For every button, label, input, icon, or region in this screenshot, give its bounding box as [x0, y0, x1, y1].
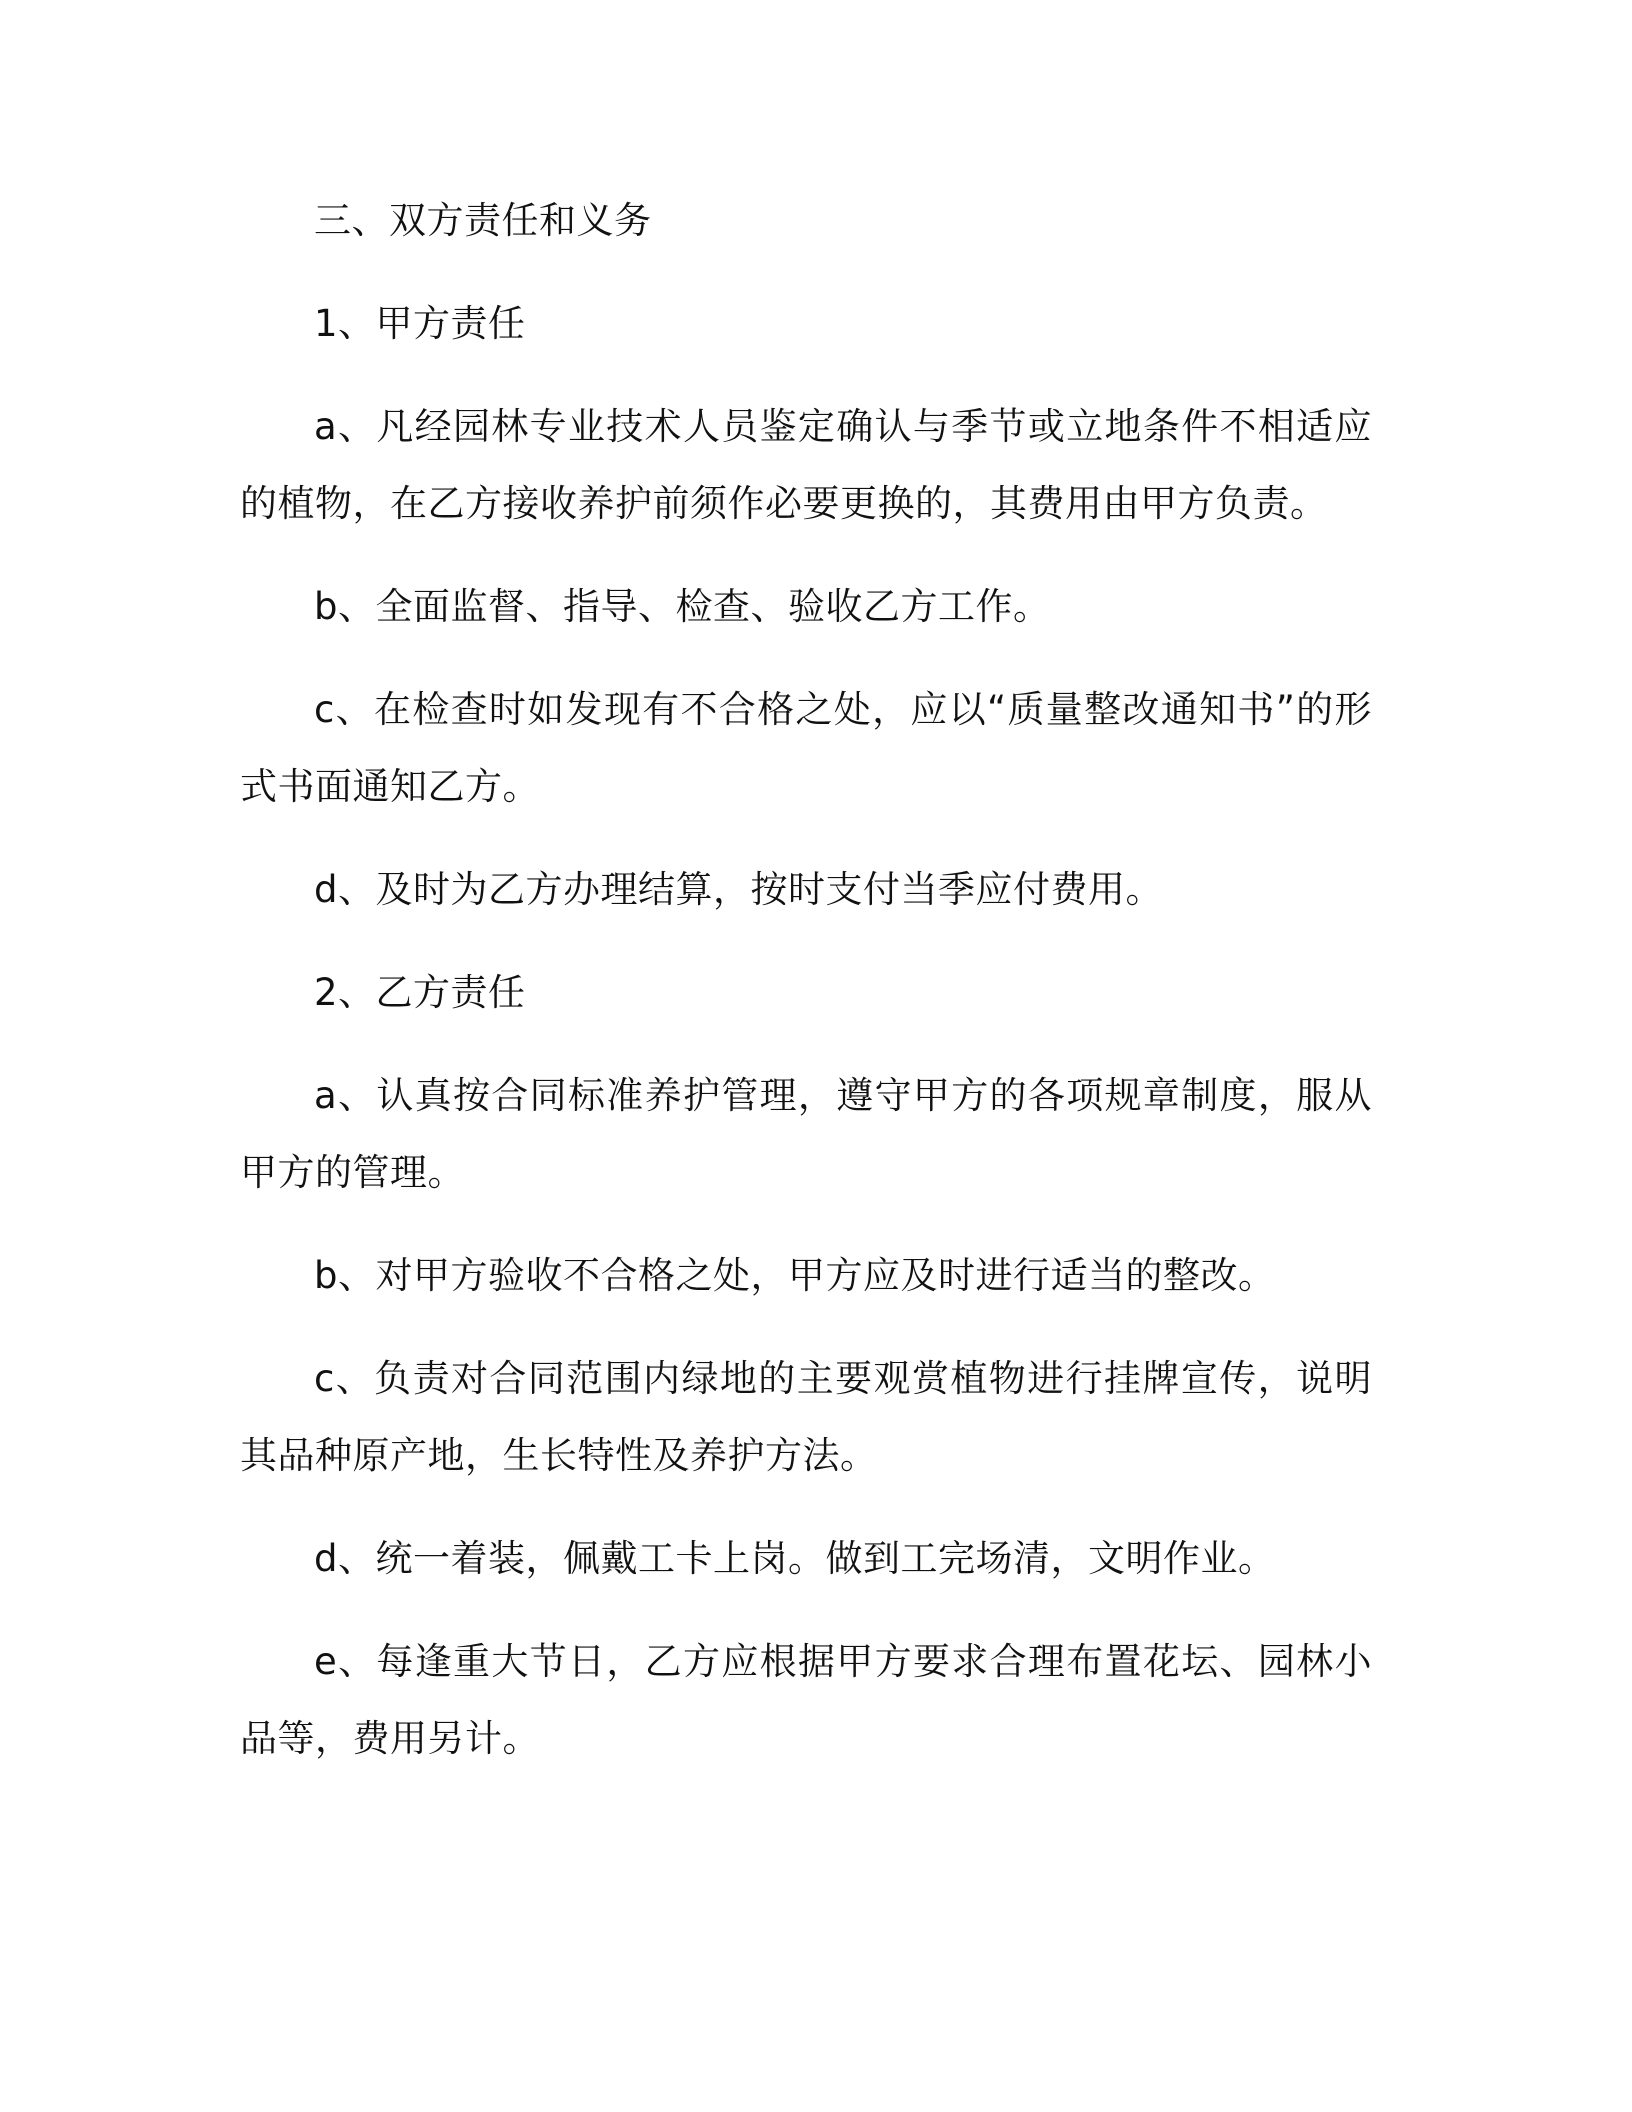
- party-b-heading: 2、乙方责任: [314, 971, 526, 1014]
- party-a-item-c: c、在检查时如发现有不合格之处，应以“质量整改通知书”的形式书面通知乙方。: [240, 688, 1372, 808]
- party-a-item-d: d、及时为乙方办理结算，按时支付当季应付费用。: [314, 868, 1163, 911]
- party-b-item-b: b、对甲方验收不合格之处，甲方应及时进行适当的整改。: [314, 1254, 1276, 1297]
- party-b-item-d: d、统一着装，佩戴工卡上岗。做到工完场清，文明作业。: [314, 1537, 1276, 1580]
- document-page: [240, 182, 1372, 1803]
- party-a-heading: 1、甲方责任: [314, 302, 526, 345]
- party-a-item-b: b、全面监督、指导、检查、验收乙方工作。: [314, 585, 1051, 628]
- party-b-item-a: a、认真按合同标准养护管理，遵守甲方的各项规章制度，服从甲方的管理。: [240, 1074, 1372, 1194]
- section-title: 三、双方责任和义务: [314, 199, 652, 242]
- party-b-item-e: e、每逢重大节日，乙方应根据甲方要求合理布置花坛、园林小品等，费用另计。: [240, 1640, 1372, 1760]
- party-a-item-a: a、凡经园林专业技术人员鉴定确认与季节或立地条件不相适应的植物，在乙方接收养护前须作必要更换的，其费用由甲方负责。: [240, 405, 1372, 525]
- party-b-item-c: c、负责对合同范围内绿地的主要观赏植物进行挂牌宣传，说明其品种原产地，生长特性及养护方法。: [240, 1357, 1372, 1477]
